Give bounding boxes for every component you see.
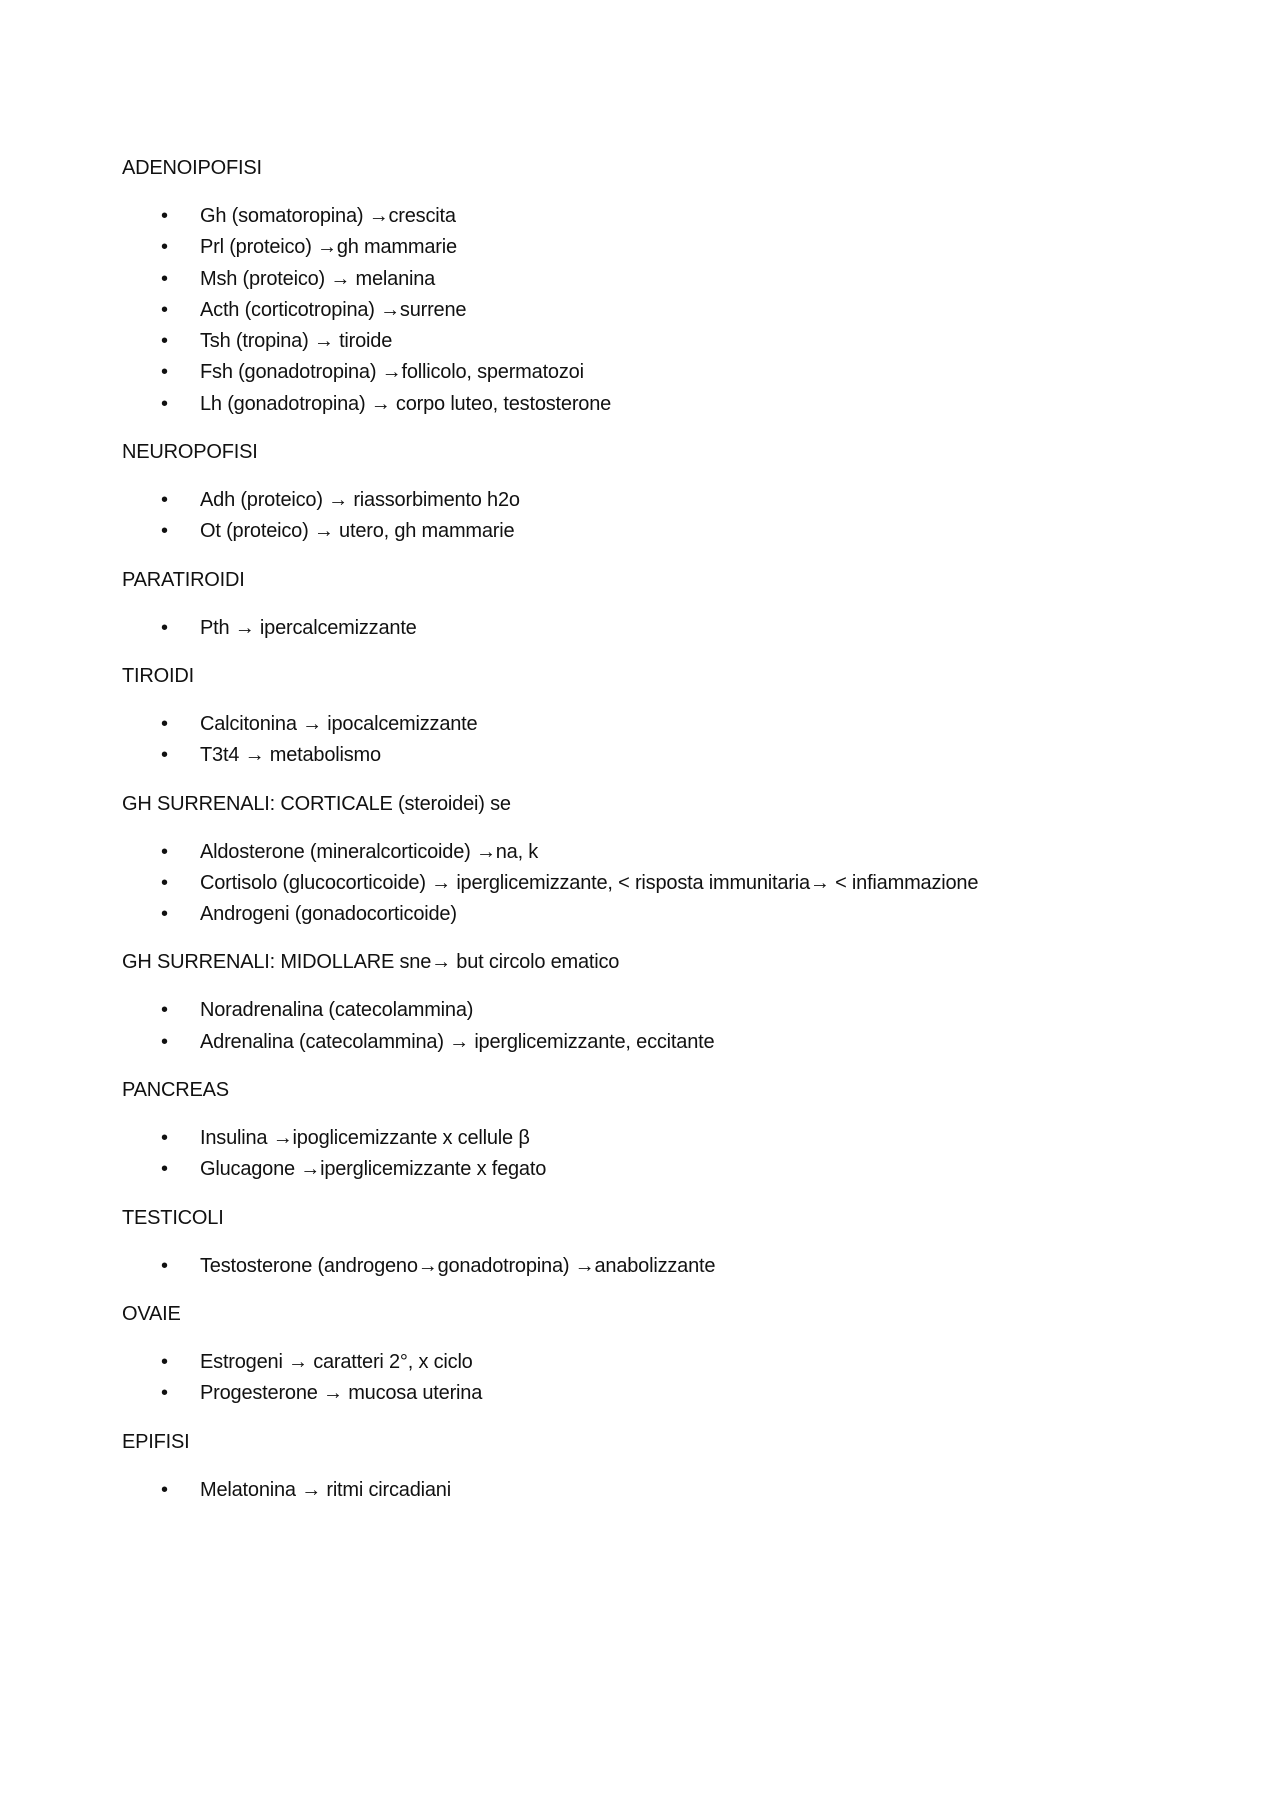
- bullet-icon: •: [161, 236, 168, 259]
- list-item: [122, 357, 1162, 388]
- list-item: [122, 613, 1162, 644]
- document-content: [122, 153, 1162, 1523]
- list-item-text: Ot (proteico) → utero, gh mammarie: [200, 520, 515, 543]
- section-pancreas: [122, 1075, 1162, 1186]
- bullet-icon: •: [161, 1030, 168, 1053]
- list-item: [122, 709, 1162, 740]
- list-item: [122, 295, 1162, 326]
- list-item: [122, 740, 1162, 771]
- list-item: [122, 326, 1162, 357]
- bullet-icon: •: [161, 520, 168, 543]
- section-surrenali-corticale: [122, 789, 1162, 931]
- bullet-list: [122, 995, 1162, 1058]
- list-item: [122, 1251, 1162, 1282]
- list-item: [122, 1378, 1162, 1409]
- bullet-icon: •: [161, 1127, 168, 1150]
- list-item-text: Msh (proteico) → melanina: [200, 267, 436, 290]
- bullet-list: [122, 1123, 1162, 1186]
- list-item-text: Noradrenalina (catecolammina): [200, 999, 474, 1022]
- list-item-text: Aldosterone (mineralcorticoide) →na, k: [200, 840, 539, 863]
- bullet-icon: •: [161, 392, 168, 415]
- list-item: [122, 264, 1162, 295]
- bullet-icon: •: [161, 999, 168, 1022]
- bullet-icon: •: [161, 1382, 168, 1405]
- list-item-text: Fsh (gonadotropina) →follicolo, spermatozoi: [200, 361, 584, 384]
- list-item-text: Estrogeni → caratteri 2°, x ciclo: [200, 1350, 473, 1373]
- bullet-icon: •: [161, 267, 168, 290]
- section-testicoli: [122, 1203, 1162, 1282]
- bullet-icon: •: [161, 361, 168, 384]
- section-surrenali-midollare: [122, 947, 1162, 1058]
- bullet-icon: •: [161, 1254, 168, 1277]
- list-item-text: Pth → ipercalcemizzante: [200, 616, 417, 639]
- list-item: [122, 837, 1162, 868]
- list-item: [122, 1027, 1162, 1058]
- list-item-text: Glucagone →iperglicemizzante x fegato: [200, 1158, 547, 1181]
- section-heading: GH SURRENALI: MIDOLLARE sne→ but circolo ematico: [122, 951, 620, 974]
- bullet-list: [122, 1251, 1162, 1282]
- list-item-text: Prl (proteico) →gh mammarie: [200, 236, 457, 259]
- bullet-icon: •: [161, 489, 168, 512]
- bullet-icon: •: [161, 1158, 168, 1181]
- section-heading: OVAIE: [122, 1302, 181, 1325]
- bullet-list: [122, 709, 1162, 772]
- bullet-list: [122, 1347, 1162, 1410]
- section-heading: NEUROPOFISI: [122, 441, 258, 464]
- bullet-list: [122, 613, 1162, 644]
- bullet-list: [122, 1475, 1162, 1506]
- section-neuropofisi: [122, 437, 1162, 548]
- list-item: [122, 389, 1162, 420]
- list-item: [122, 1123, 1162, 1154]
- bullet-icon: •: [161, 712, 168, 735]
- list-item-text: Insulina →ipoglicemizzante x cellule β: [200, 1127, 530, 1150]
- list-item-text: Progesterone → mucosa uterina: [200, 1382, 483, 1405]
- section-tiroidi: [122, 661, 1162, 772]
- bullet-icon: •: [161, 616, 168, 639]
- list-item-text: T3t4 → metabolismo: [200, 744, 381, 767]
- section-epifisi: [122, 1427, 1162, 1506]
- bullet-icon: •: [161, 1478, 168, 1501]
- list-item: [122, 1475, 1162, 1506]
- list-item-text: Cortisolo (glucocorticoide) → iperglicemizzante, < risposta immunitaria→ < infiammazione: [200, 871, 979, 894]
- list-item: [122, 899, 1162, 930]
- bullet-icon: •: [161, 1350, 168, 1373]
- section-heading: ADENOIPOFISI: [122, 157, 262, 179]
- bullet-icon: •: [161, 330, 168, 353]
- list-item: [122, 232, 1162, 263]
- list-item-text: Adrenalina (catecolammina) → iperglicemizzante, eccitante: [200, 1030, 715, 1053]
- list-item-text: Androgeni (gonadocorticoide): [200, 903, 457, 926]
- list-item: [122, 201, 1162, 232]
- section-heading: GH SURRENALI: CORTICALE (steroidei) se: [122, 792, 511, 815]
- list-item-text: Lh (gonadotropina) → corpo luteo, testosterone: [200, 392, 612, 415]
- bullet-icon: •: [161, 205, 168, 227]
- bullet-list: [122, 485, 1162, 548]
- section-adenoipofisi: [122, 153, 1162, 420]
- bullet-icon: •: [161, 298, 168, 321]
- section-heading: PARATIROIDI: [122, 568, 245, 591]
- list-item-text: Calcitonina → ipocalcemizzante: [200, 712, 478, 735]
- list-item-text: Adh (proteico) → riassorbimento h2o: [200, 489, 520, 512]
- list-item-text: Gh (somatoropina) →crescita: [200, 205, 456, 227]
- bullet-list: [122, 837, 1162, 931]
- list-item: [122, 995, 1162, 1026]
- list-item-text: Acth (corticotropina) →surrene: [200, 298, 467, 321]
- list-item: [122, 1347, 1162, 1378]
- section-heading: EPIFISI: [122, 1430, 190, 1453]
- bullet-icon: •: [161, 871, 168, 894]
- bullet-icon: •: [161, 840, 168, 863]
- section-heading: TIROIDI: [122, 664, 194, 687]
- bullet-icon: •: [161, 744, 168, 767]
- section-ovaie: [122, 1299, 1162, 1410]
- list-item: [122, 868, 1162, 899]
- section-paratiroidi: [122, 565, 1162, 644]
- list-item-text: Testosterone (androgeno→gonadotropina) →anabolizzante: [200, 1254, 716, 1277]
- list-item-text: Tsh (tropina) → tiroide: [200, 330, 393, 353]
- bullet-icon: •: [161, 903, 168, 926]
- list-item-text: Melatonina → ritmi circadiani: [200, 1478, 451, 1501]
- section-heading: TESTICOLI: [122, 1206, 224, 1229]
- list-item: [122, 1154, 1162, 1185]
- list-item: [122, 516, 1162, 547]
- list-item: [122, 485, 1162, 516]
- bullet-list: [122, 201, 1162, 420]
- section-heading: PANCREAS: [122, 1079, 229, 1102]
